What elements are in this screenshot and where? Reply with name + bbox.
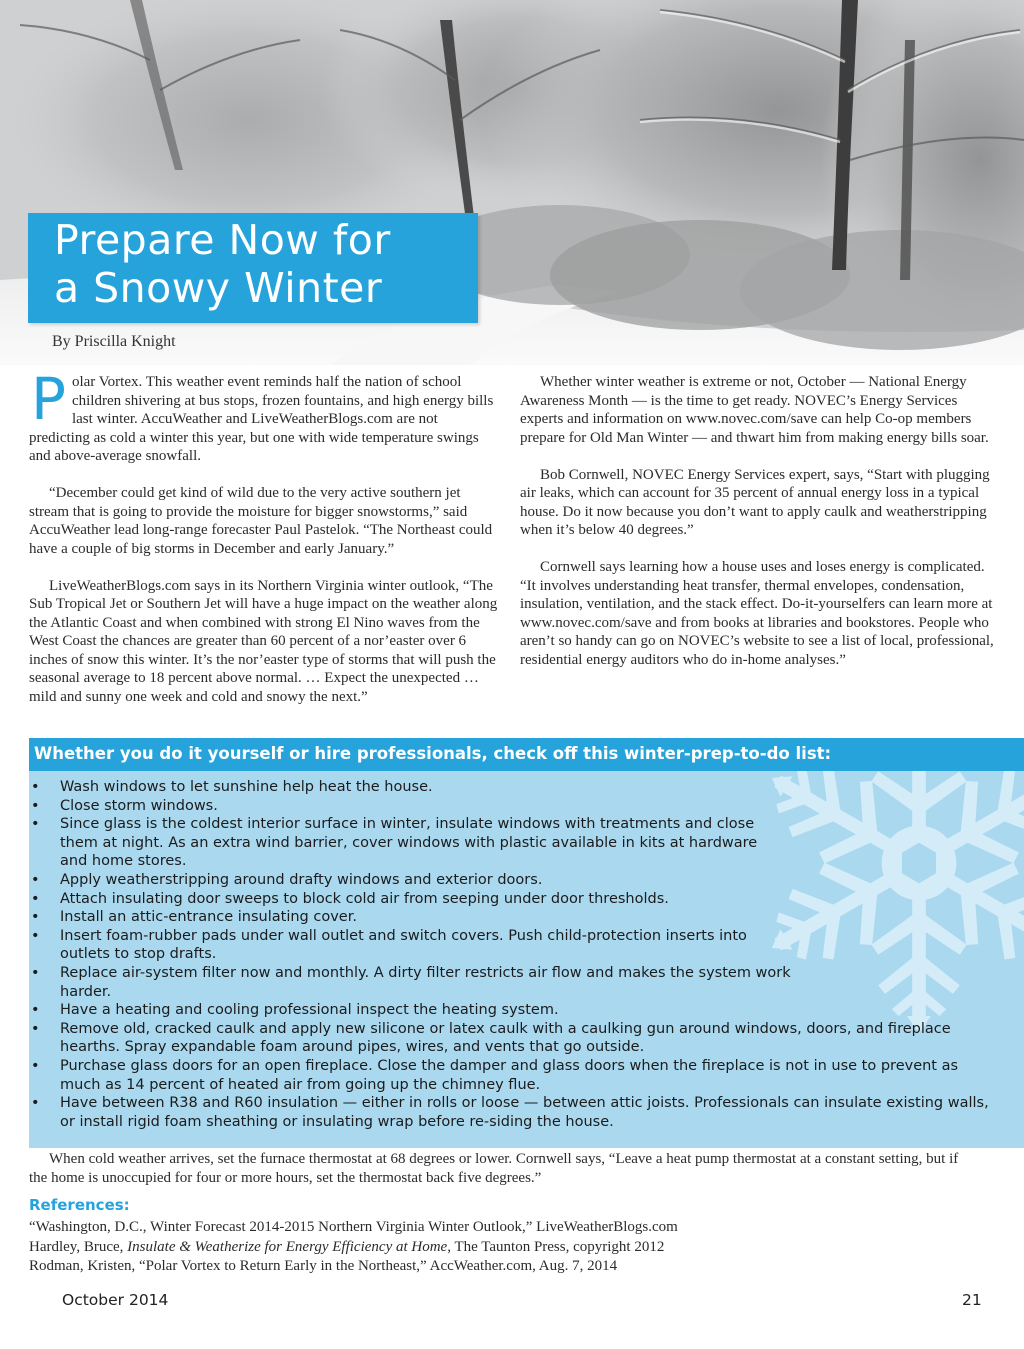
checklist xyxy=(29,778,999,1131)
bullet: • xyxy=(31,964,40,981)
list-item-text: Install an attic-entrance insulating cover. xyxy=(60,909,357,926)
list-item xyxy=(29,1057,999,1094)
footer-date: October 2014 xyxy=(62,1291,169,1309)
list-item xyxy=(29,797,999,816)
paragraph-5: Bob Cornwell, NOVEC Energy Services expert, says, “Start with plugging air leaks, which can account for 35 percent of annual energy loss in a typical house. Do it now because you don’t want to apply caulk and weatherstripping when it’s below 40 degrees.” xyxy=(520,466,990,538)
byline: By Priscilla Knight xyxy=(52,333,176,350)
bullet: • xyxy=(31,1095,40,1112)
list-item xyxy=(29,778,999,797)
bullet: • xyxy=(31,1057,40,1074)
paragraph-4: Whether winter weather is extreme or not, October — National Energy Awareness Month — is the time to get ready. NOVEC’s Energy Services experts and information on www.novec.com/save can help Co-op members prepare for Old Man Winter — and thwart him from making energy bills soar. xyxy=(520,374,989,446)
bullet: • xyxy=(31,890,40,907)
references-list xyxy=(29,1218,678,1277)
bullet: • xyxy=(31,927,40,944)
list-item xyxy=(29,815,774,871)
article-right-column xyxy=(520,373,995,688)
list-item xyxy=(29,964,794,1001)
closing-paragraph: When cold weather arrives, set the furnace thermostat at 68 degrees or lower. Cornwell says, “Leave a heat pump thermostat at a constant setting, but if the home is unoccupied for four or more hours, set the thermostat back five degrees.” xyxy=(29,1151,959,1186)
reference-item: Rodman, Kristen, “Polar Vortex to Return Early in the Northeast,” AccWeather.com, Aug. 7, 2014 xyxy=(29,1258,618,1274)
paragraph-3: LiveWeatherBlogs.com says in its Northern Virginia winter outlook, “The Sub Tropical Jet or Southern Jet will have a huge impact on the weather along the Atlantic Coast and when combined with strong El Nino waves from the West Coast the chances are greater than 60 percent of a nor’easter over 6 inches of snow this winter. It’s the nor’easter type of storms that will push the seasonal average to 18 percent above normal. … Expect the unexpected … mild and sunny one week and cold and snowy the next.” xyxy=(29,577,498,705)
list-item-text: Since glass is the coldest interior surface in winter, insulate windows with treatments and close them at night. As an extra wind barrier, cover windows with plastic available in kits at hardware and home stores. xyxy=(60,816,758,870)
bullet: • xyxy=(31,909,40,926)
reference-publisher: , The Taunton Press, copyright 2012 xyxy=(447,1238,665,1255)
list-item-text: Have between R38 and R60 insulation — either in rolls or loose — between attic joists. Professionals can insulate existing walls, or install rigid foam sheathing or insulating wrap before re-siding the house. xyxy=(60,1095,989,1130)
bullet: • xyxy=(31,1020,40,1037)
reference-title: Insulate & Weatherize for Energy Efficiency at Home xyxy=(127,1238,448,1255)
list-item xyxy=(29,1001,999,1020)
list-item xyxy=(29,890,999,909)
list-item xyxy=(29,927,794,964)
bullet: • xyxy=(31,1002,40,1019)
list-item-text: Have a heating and cooling professional inspect the heating system. xyxy=(60,1002,559,1019)
list-item xyxy=(29,1020,999,1057)
paragraph-1 xyxy=(29,365,499,466)
drop-cap: P xyxy=(31,365,66,433)
bullet: • xyxy=(31,779,40,795)
checklist-title: Whether you do it yourself or hire professionals, check off this winter-prep-to-do list: xyxy=(34,744,832,763)
paragraph-2: “December could get kind of wild due to the very active southern jet stream that is going to provide the moisture for bigger snowstorms,” said AccuWeather lead long-range forecaster Paul Pastelok. “The Northeast could have a couple of big storms in December and early January.” xyxy=(29,485,493,557)
list-item-text: Replace air-system filter now and monthly. A dirty filter restricts air flow and makes the system work harder. xyxy=(60,964,791,1000)
page-number: 21 xyxy=(962,1291,982,1309)
list-item xyxy=(29,1094,999,1131)
article-left-column xyxy=(29,365,499,725)
list-item-text: Apply weatherstripping around drafty windows and exterior doors. xyxy=(60,871,543,888)
bullet: • xyxy=(31,797,40,814)
title-line-1: Prepare Now for xyxy=(54,216,391,264)
bullet: • xyxy=(31,816,40,833)
list-item xyxy=(29,908,999,927)
checklist-panel xyxy=(29,738,1024,1148)
list-item-text: Close storm windows. xyxy=(60,797,218,814)
bullet: • xyxy=(31,871,40,888)
paragraph-6: Cornwell says learning how a house uses and loses energy is complicated. “It involves understanding heat transfer, thermal envelopes, condensation, insulation, ventilation, and the stack effect. Do-it-yourselfers can learn more at www.novec.com/save and from books at libraries and bookstores. People who aren’t so handy can go on NOVEC’s website to see a list of local, professional, residential energy auditors who do in-home analyses.” xyxy=(520,559,994,668)
list-item-text: Attach insulating door sweeps to block cold air from seeping under door thresholds. xyxy=(60,890,669,907)
list-item-text: Remove old, cracked caulk and apply new silicone or latex caulk with a caulking gun around windows, doors, and fireplace hearths. Spray expandable foam around pipes, wires, and vents that go outside. xyxy=(60,1020,951,1056)
title-banner xyxy=(28,213,478,323)
references-heading: References: xyxy=(29,1196,130,1214)
list-item xyxy=(29,871,999,890)
title-line-2: a Snowy Winter xyxy=(54,264,383,312)
checklist-header xyxy=(29,738,1024,771)
reference-item: “Washington, D.C., Winter Forecast 2014-2015 Northern Virginia Winter Outlook,” LiveWeatherBlogs.com xyxy=(29,1219,678,1235)
list-item-text: Purchase glass doors for an open fireplace. Close the damper and glass doors when the fireplace is not in use to prevent as much as 14 percent of heated air from going up the chimney flue. xyxy=(60,1057,959,1093)
paragraph-1-text: olar Vortex. This weather event reminds half the nation of school children shivering at bus stops, frozen fountains, and high energy bills last winter. AccuWeather and LiveWeatherBlogs.com are not predicting as cold a winter this year, but one with wide temperature swings and above-average snowfall. xyxy=(29,374,494,464)
reference-item xyxy=(29,1238,678,1258)
list-item-text: Insert foam-rubber pads under wall outlet and switch covers. Push child-protection inserts into outlets to stop drafts. xyxy=(60,927,747,963)
reference-author: Hardley, Bruce, xyxy=(29,1238,128,1255)
list-item-text: Wash windows to let sunshine help heat the house. xyxy=(60,779,433,795)
